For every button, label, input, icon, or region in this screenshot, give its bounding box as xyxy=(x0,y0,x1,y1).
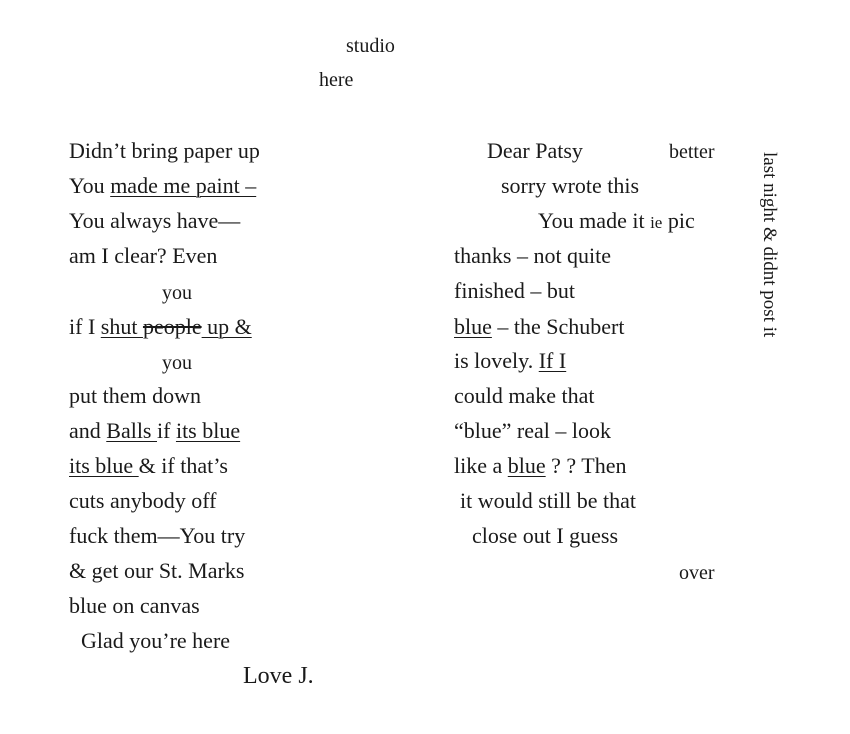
right-line-3-start: You made it xyxy=(538,208,651,233)
left-line-6-start: if I xyxy=(69,314,101,339)
right-line-6-end: – the Schubert xyxy=(491,314,625,339)
left-line-15: Glad you’re here xyxy=(81,628,231,653)
note-over: over xyxy=(679,562,715,584)
note-ie: ie xyxy=(650,213,663,232)
right-line-10 xyxy=(454,453,627,479)
note-studio: studio xyxy=(346,35,395,57)
right-line-8: could make that xyxy=(454,383,595,408)
right-line-10-end: ? ? Then xyxy=(545,453,627,478)
right-line-4: thanks – not quite xyxy=(454,243,612,268)
struck-people: people xyxy=(142,314,202,339)
left-line-12: fuck them—You try xyxy=(69,523,246,548)
right-line-11: it would still be that xyxy=(460,488,636,513)
underlined-its-blue-2: its blue xyxy=(69,453,139,478)
right-line-10-start: like a xyxy=(454,453,508,478)
left-line-4: am I clear? Even xyxy=(69,243,218,268)
left-line-6 xyxy=(69,314,252,340)
left-line-2 xyxy=(69,173,256,199)
right-line-7 xyxy=(454,348,566,374)
right-line-7-start: is lovely. xyxy=(454,348,539,373)
underlined-balls: Balls xyxy=(106,418,157,443)
inserted-you-below: you xyxy=(162,352,192,374)
left-line-1: Didn’t bring paper up xyxy=(69,138,260,163)
left-line-14: blue on canvas xyxy=(69,593,200,618)
left-line-10-end: & if that’s xyxy=(138,453,228,478)
left-line-9-if: if xyxy=(157,418,176,443)
left-line-13: & get our St. Marks xyxy=(69,558,245,583)
left-line-8: put them down xyxy=(69,383,201,408)
left-line-11: cuts anybody off xyxy=(69,488,217,513)
right-line-12: close out I guess xyxy=(472,523,619,548)
right-line-1: Dear Patsy xyxy=(487,138,583,163)
right-line-3-end: pic xyxy=(662,208,695,233)
signature: Love J. xyxy=(243,663,314,689)
underlined-up: up & xyxy=(201,314,252,339)
left-line-9-start: and xyxy=(69,418,107,443)
left-line-2-start: You xyxy=(69,173,111,198)
inserted-you-above: you xyxy=(162,282,192,304)
right-line-9: “blue” real – look xyxy=(454,418,611,443)
underlined-shut: shut xyxy=(100,314,143,339)
underlined-blue-2: blue xyxy=(507,453,546,478)
right-line-6 xyxy=(454,314,624,340)
underlined-blue: blue xyxy=(454,314,492,339)
right-line-2: sorry wrote this xyxy=(501,173,640,198)
left-line-10 xyxy=(69,453,228,479)
note-here: here xyxy=(319,69,354,91)
left-line-3: You always have— xyxy=(69,208,241,233)
underlined-its-blue: its blue xyxy=(175,418,241,443)
left-line-9 xyxy=(69,418,240,444)
right-line-3 xyxy=(538,208,695,236)
note-better: better xyxy=(669,141,715,163)
right-line-5: finished – but xyxy=(454,278,575,303)
margin-note-vertical: last night & didnt post it xyxy=(759,152,780,338)
underlined-made-me-paint: made me paint – xyxy=(110,173,257,198)
underlined-if-i: If I xyxy=(538,348,567,373)
